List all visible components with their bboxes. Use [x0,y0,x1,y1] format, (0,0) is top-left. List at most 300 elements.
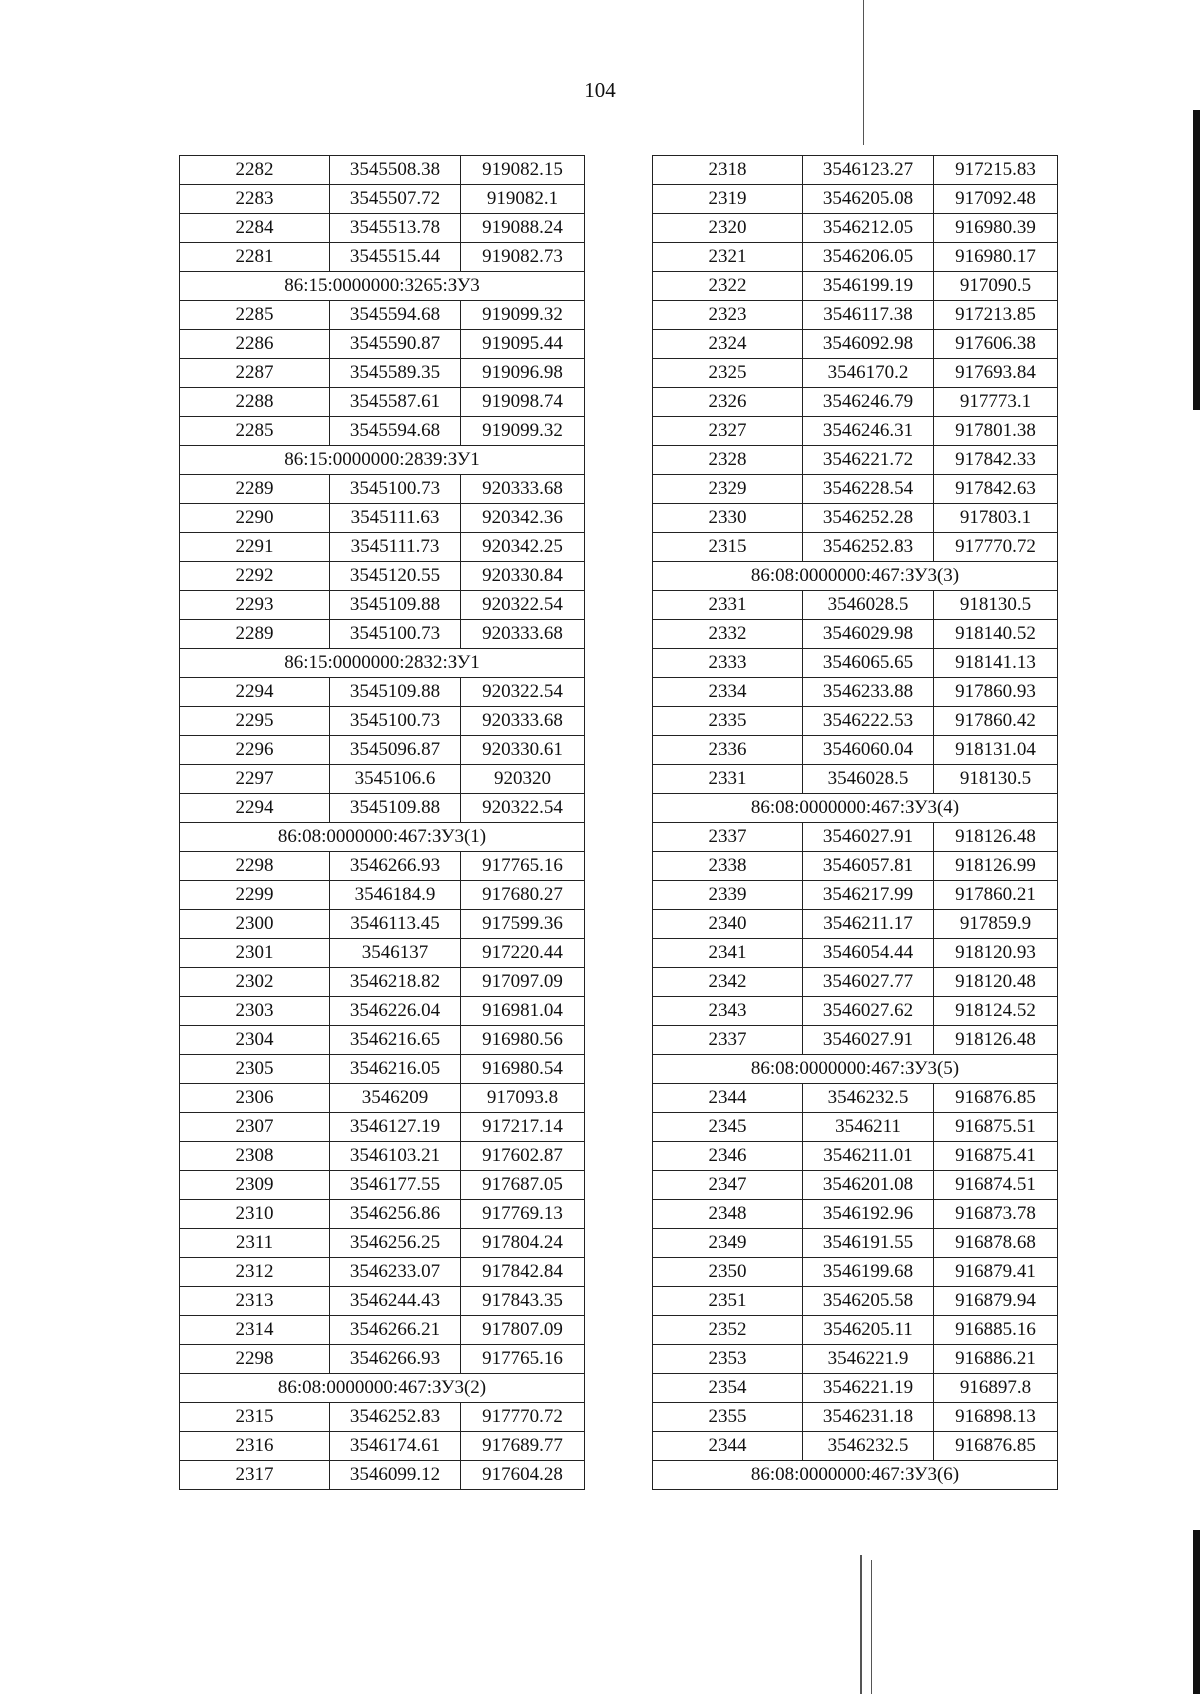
coordinate-row [180,939,585,968]
y-coordinate: 918140.52 [934,620,1058,649]
point-number: 2288 [180,388,330,417]
y-coordinate: 917604.28 [461,1461,585,1490]
x-coordinate: 3546231.18 [803,1403,934,1432]
point-number: 2298 [180,1345,330,1374]
x-coordinate: 3545106.6 [330,765,461,794]
point-number: 2282 [180,156,330,185]
coordinate-row [653,330,1058,359]
x-coordinate: 3545100.73 [330,620,461,649]
y-coordinate: 920342.36 [461,504,585,533]
parcel-cadastral-number: 86:08:0000000:467:ЗУ3(6) [653,1461,1058,1490]
point-number: 2327 [653,417,803,446]
coordinate-row [180,301,585,330]
coordinate-row [180,1403,585,1432]
coordinate-row [653,1026,1058,1055]
point-number: 2351 [653,1287,803,1316]
coordinate-row [653,1374,1058,1403]
y-coordinate: 916980.56 [461,1026,585,1055]
x-coordinate: 3546206.05 [803,243,934,272]
coordinate-row [653,823,1058,852]
y-coordinate: 918124.52 [934,997,1058,1026]
coordinate-row [180,1084,585,1113]
y-coordinate: 918130.5 [934,765,1058,794]
point-number: 2333 [653,649,803,678]
x-coordinate: 3546246.79 [803,388,934,417]
point-number: 2306 [180,1084,330,1113]
point-number: 2311 [180,1229,330,1258]
point-number: 2302 [180,968,330,997]
y-coordinate: 917860.42 [934,707,1058,736]
point-number: 2292 [180,562,330,591]
coordinate-row [180,968,585,997]
coordinate-row [653,504,1058,533]
x-coordinate: 3546028.5 [803,765,934,794]
parcel-header-row [653,562,1058,591]
coordinate-row [180,214,585,243]
point-number: 2307 [180,1113,330,1142]
y-coordinate: 918141.13 [934,649,1058,678]
point-number: 2315 [180,1403,330,1432]
point-number: 2318 [653,156,803,185]
point-number: 2315 [653,533,803,562]
y-coordinate: 917842.63 [934,475,1058,504]
point-number: 2349 [653,1229,803,1258]
y-coordinate: 917220.44 [461,939,585,968]
coordinate-row [653,707,1058,736]
coordinate-row [180,504,585,533]
x-coordinate: 3546127.19 [330,1113,461,1142]
point-number: 2325 [653,359,803,388]
right-coordinates-table [652,155,1058,1490]
coordinate-row [653,910,1058,939]
coordinate-row [180,1287,585,1316]
x-coordinate: 3546028.5 [803,591,934,620]
x-coordinate: 3546221.9 [803,1345,934,1374]
x-coordinate: 3546199.68 [803,1258,934,1287]
coordinate-row [180,417,585,446]
y-coordinate: 916876.85 [934,1432,1058,1461]
x-coordinate: 3546205.11 [803,1316,934,1345]
x-coordinate: 3546266.93 [330,852,461,881]
point-number: 2286 [180,330,330,359]
point-number: 2304 [180,1026,330,1055]
x-coordinate: 3546266.93 [330,1345,461,1374]
x-coordinate: 3546205.58 [803,1287,934,1316]
point-number: 2308 [180,1142,330,1171]
x-coordinate: 3546057.81 [803,852,934,881]
x-coordinate: 3546226.04 [330,997,461,1026]
y-coordinate: 919099.32 [461,301,585,330]
point-number: 2290 [180,504,330,533]
coordinate-row [653,243,1058,272]
x-coordinate: 3546232.5 [803,1432,934,1461]
y-coordinate: 919099.32 [461,417,585,446]
point-number: 2344 [653,1432,803,1461]
parcel-header-row [653,794,1058,823]
scan-margin-line [863,0,864,145]
y-coordinate: 917602.87 [461,1142,585,1171]
parcel-header-row [653,1055,1058,1084]
point-number: 2283 [180,185,330,214]
parcel-cadastral-number: 86:08:0000000:467:ЗУ3(4) [653,794,1058,823]
point-number: 2322 [653,272,803,301]
x-coordinate: 3546027.62 [803,997,934,1026]
x-coordinate: 3546099.12 [330,1461,461,1490]
x-coordinate: 3545594.68 [330,301,461,330]
x-coordinate: 3545507.72 [330,185,461,214]
x-coordinate: 3546027.91 [803,1026,934,1055]
y-coordinate: 917689.77 [461,1432,585,1461]
parcel-header-row [180,446,585,475]
x-coordinate: 3545109.88 [330,591,461,620]
point-number: 2300 [180,910,330,939]
coordinate-row [180,1345,585,1374]
y-coordinate: 918126.48 [934,1026,1058,1055]
coordinate-row [180,359,585,388]
y-coordinate: 919095.44 [461,330,585,359]
parcel-cadastral-number: 86:15:0000000:3265:ЗУ3 [180,272,585,301]
y-coordinate: 917860.93 [934,678,1058,707]
point-number: 2355 [653,1403,803,1432]
x-coordinate: 3546027.77 [803,968,934,997]
point-number: 2324 [653,330,803,359]
y-coordinate: 917770.72 [461,1403,585,1432]
coordinate-row [653,214,1058,243]
point-number: 2321 [653,243,803,272]
point-number: 2319 [653,185,803,214]
point-number: 2336 [653,736,803,765]
point-number: 2294 [180,678,330,707]
coordinate-row [653,1345,1058,1374]
y-coordinate: 916980.17 [934,243,1058,272]
coordinate-row [180,997,585,1026]
coordinate-row [180,852,585,881]
coordinate-row [653,620,1058,649]
x-coordinate: 3546117.38 [803,301,934,330]
x-coordinate: 3546177.55 [330,1171,461,1200]
coordinate-row [653,1113,1058,1142]
point-number: 2326 [653,388,803,417]
parcel-cadastral-number: 86:08:0000000:467:ЗУ3(1) [180,823,585,852]
x-coordinate: 3546221.19 [803,1374,934,1403]
x-coordinate: 3545587.61 [330,388,461,417]
left-coordinates-table [179,155,585,1490]
y-coordinate: 917599.36 [461,910,585,939]
x-coordinate: 3546222.53 [803,707,934,736]
y-coordinate: 917803.1 [934,504,1058,533]
x-coordinate: 3546137 [330,939,461,968]
coordinate-row [180,1461,585,1490]
y-coordinate: 916981.04 [461,997,585,1026]
y-coordinate: 917765.16 [461,852,585,881]
y-coordinate: 916873.78 [934,1200,1058,1229]
point-number: 2339 [653,881,803,910]
coordinate-row [653,939,1058,968]
x-coordinate: 3546252.28 [803,504,934,533]
x-coordinate: 3546256.86 [330,1200,461,1229]
y-coordinate: 916874.51 [934,1171,1058,1200]
coordinate-row [653,736,1058,765]
point-number: 2334 [653,678,803,707]
point-number: 2345 [653,1113,803,1142]
coordinate-row [653,968,1058,997]
y-coordinate: 917097.09 [461,968,585,997]
parcel-header-row [180,272,585,301]
y-coordinate: 917773.1 [934,388,1058,417]
point-number: 2314 [180,1316,330,1345]
y-coordinate: 917804.24 [461,1229,585,1258]
point-number: 2294 [180,794,330,823]
coordinate-row [180,533,585,562]
point-number: 2348 [653,1200,803,1229]
x-coordinate: 3546065.65 [803,649,934,678]
x-coordinate: 3546113.45 [330,910,461,939]
coordinate-row [180,475,585,504]
x-coordinate: 3545111.73 [330,533,461,562]
point-number: 2346 [653,1142,803,1171]
coordinate-row [653,1171,1058,1200]
y-coordinate: 918130.5 [934,591,1058,620]
y-coordinate: 917693.84 [934,359,1058,388]
y-coordinate: 916886.21 [934,1345,1058,1374]
coordinate-row [653,765,1058,794]
point-number: 2354 [653,1374,803,1403]
point-number: 2301 [180,939,330,968]
point-number: 2331 [653,591,803,620]
y-coordinate: 919082.15 [461,156,585,185]
point-number: 2332 [653,620,803,649]
y-coordinate: 919082.1 [461,185,585,214]
coordinate-row [653,1432,1058,1461]
point-number: 2298 [180,852,330,881]
coordinate-row [653,881,1058,910]
point-number: 2331 [653,765,803,794]
coordinate-row [180,1026,585,1055]
y-coordinate: 920333.68 [461,620,585,649]
y-coordinate: 917090.5 [934,272,1058,301]
coordinate-row [653,649,1058,678]
point-number: 2312 [180,1258,330,1287]
coordinate-row [653,852,1058,881]
coordinate-row [180,156,585,185]
y-coordinate: 920330.84 [461,562,585,591]
parcel-cadastral-number: 86:08:0000000:467:ЗУ3(2) [180,1374,585,1403]
coordinate-row [653,1287,1058,1316]
x-coordinate: 3546184.9 [330,881,461,910]
point-number: 2305 [180,1055,330,1084]
y-coordinate: 917843.35 [461,1287,585,1316]
point-number: 2352 [653,1316,803,1345]
x-coordinate: 3546218.82 [330,968,461,997]
x-coordinate: 3546232.5 [803,1084,934,1113]
coordinate-row [653,446,1058,475]
point-number: 2320 [653,214,803,243]
x-coordinate: 3546123.27 [803,156,934,185]
coordinate-row [653,591,1058,620]
point-number: 2350 [653,1258,803,1287]
x-coordinate: 3546027.91 [803,823,934,852]
point-number: 2342 [653,968,803,997]
y-coordinate: 918131.04 [934,736,1058,765]
parcel-cadastral-number: 86:15:0000000:2839:ЗУ1 [180,446,585,475]
y-coordinate: 917680.27 [461,881,585,910]
coordinate-row [180,678,585,707]
y-coordinate: 920322.54 [461,678,585,707]
y-coordinate: 920322.54 [461,794,585,823]
x-coordinate: 3546211.17 [803,910,934,939]
x-coordinate: 3545594.68 [330,417,461,446]
x-coordinate: 3546192.96 [803,1200,934,1229]
scan-edge-bar [1193,1530,1200,1694]
y-coordinate: 920330.61 [461,736,585,765]
x-coordinate: 3545515.44 [330,243,461,272]
point-number: 2323 [653,301,803,330]
coordinate-row [180,330,585,359]
y-coordinate: 917093.8 [461,1084,585,1113]
x-coordinate: 3546233.88 [803,678,934,707]
y-coordinate: 918120.48 [934,968,1058,997]
x-coordinate: 3545109.88 [330,678,461,707]
x-coordinate: 3546212.05 [803,214,934,243]
coordinate-row [653,678,1058,707]
parcel-header-row [180,649,585,678]
coordinate-row [653,533,1058,562]
x-coordinate: 3546209 [330,1084,461,1113]
coordinate-row [653,475,1058,504]
coordinate-row [653,1229,1058,1258]
x-coordinate: 3546252.83 [803,533,934,562]
y-coordinate: 917606.38 [934,330,1058,359]
x-coordinate: 3545513.78 [330,214,461,243]
point-number: 2335 [653,707,803,736]
page-number: 104 [584,78,616,102]
scan-edge-bar [1193,110,1200,410]
coordinate-row [180,1432,585,1461]
coordinate-row [653,1403,1058,1432]
x-coordinate: 3546092.98 [803,330,934,359]
point-number: 2285 [180,417,330,446]
y-coordinate: 920322.54 [461,591,585,620]
point-number: 2295 [180,707,330,736]
x-coordinate: 3546266.21 [330,1316,461,1345]
coordinate-row [653,359,1058,388]
coordinate-row [653,997,1058,1026]
coordinate-row [180,591,585,620]
y-coordinate: 916879.94 [934,1287,1058,1316]
point-number: 2353 [653,1345,803,1374]
x-coordinate: 3545111.63 [330,504,461,533]
y-coordinate: 920333.68 [461,475,585,504]
x-coordinate: 3545100.73 [330,475,461,504]
coordinate-row [180,1229,585,1258]
coordinate-row [653,1084,1058,1113]
x-coordinate: 3545109.88 [330,794,461,823]
y-coordinate: 916876.85 [934,1084,1058,1113]
x-coordinate: 3546233.07 [330,1258,461,1287]
y-coordinate: 917842.33 [934,446,1058,475]
y-coordinate: 916879.41 [934,1258,1058,1287]
x-coordinate: 3546211 [803,1113,934,1142]
coordinate-row [180,185,585,214]
scan-margin-line [860,1555,862,1694]
x-coordinate: 3546170.2 [803,359,934,388]
parcel-cadastral-number: 86:08:0000000:467:ЗУ3(5) [653,1055,1058,1084]
y-coordinate: 917687.05 [461,1171,585,1200]
point-number: 2310 [180,1200,330,1229]
x-coordinate: 3545589.35 [330,359,461,388]
coordinate-row [180,1316,585,1345]
x-coordinate: 3546103.21 [330,1142,461,1171]
x-coordinate: 3546217.99 [803,881,934,910]
point-number: 2316 [180,1432,330,1461]
coordinate-row [653,417,1058,446]
point-number: 2293 [180,591,330,620]
y-coordinate: 919096.98 [461,359,585,388]
point-number: 2284 [180,214,330,243]
coordinate-row [180,1055,585,1084]
y-coordinate: 918120.93 [934,939,1058,968]
parcel-header-row [180,823,585,852]
x-coordinate: 3546201.08 [803,1171,934,1200]
point-number: 2337 [653,1026,803,1055]
coordinate-row [653,185,1058,214]
coordinate-row [180,1113,585,1142]
y-coordinate: 920320 [461,765,585,794]
point-number: 2313 [180,1287,330,1316]
y-coordinate: 917213.85 [934,301,1058,330]
y-coordinate: 919098.74 [461,388,585,417]
y-coordinate: 917092.48 [934,185,1058,214]
y-coordinate: 916875.51 [934,1113,1058,1142]
x-coordinate: 3546191.55 [803,1229,934,1258]
y-coordinate: 919082.73 [461,243,585,272]
coordinate-row [180,1258,585,1287]
x-coordinate: 3545120.55 [330,562,461,591]
point-number: 2343 [653,997,803,1026]
point-number: 2296 [180,736,330,765]
y-coordinate: 920333.68 [461,707,585,736]
coordinate-row [653,1200,1058,1229]
y-coordinate: 917807.09 [461,1316,585,1345]
point-number: 2309 [180,1171,330,1200]
point-number: 2289 [180,620,330,649]
y-coordinate: 918126.99 [934,852,1058,881]
y-coordinate: 920342.25 [461,533,585,562]
y-coordinate: 916980.39 [934,214,1058,243]
y-coordinate: 916897.8 [934,1374,1058,1403]
point-number: 2330 [653,504,803,533]
coordinate-row [180,707,585,736]
coordinate-row [180,243,585,272]
parcel-cadastral-number: 86:15:0000000:2832:ЗУ1 [180,649,585,678]
point-number: 2317 [180,1461,330,1490]
point-number: 2340 [653,910,803,939]
coordinate-row [180,794,585,823]
y-coordinate: 917217.14 [461,1113,585,1142]
point-number: 2299 [180,881,330,910]
coordinate-row [653,1142,1058,1171]
point-number: 2303 [180,997,330,1026]
point-number: 2297 [180,765,330,794]
x-coordinate: 3545590.87 [330,330,461,359]
y-coordinate: 917859.9 [934,910,1058,939]
x-coordinate: 3546216.05 [330,1055,461,1084]
coordinate-row [180,1200,585,1229]
x-coordinate: 3546174.61 [330,1432,461,1461]
point-number: 2329 [653,475,803,504]
parcel-cadastral-number: 86:08:0000000:467:ЗУ3(3) [653,562,1058,591]
coordinate-row [180,1142,585,1171]
